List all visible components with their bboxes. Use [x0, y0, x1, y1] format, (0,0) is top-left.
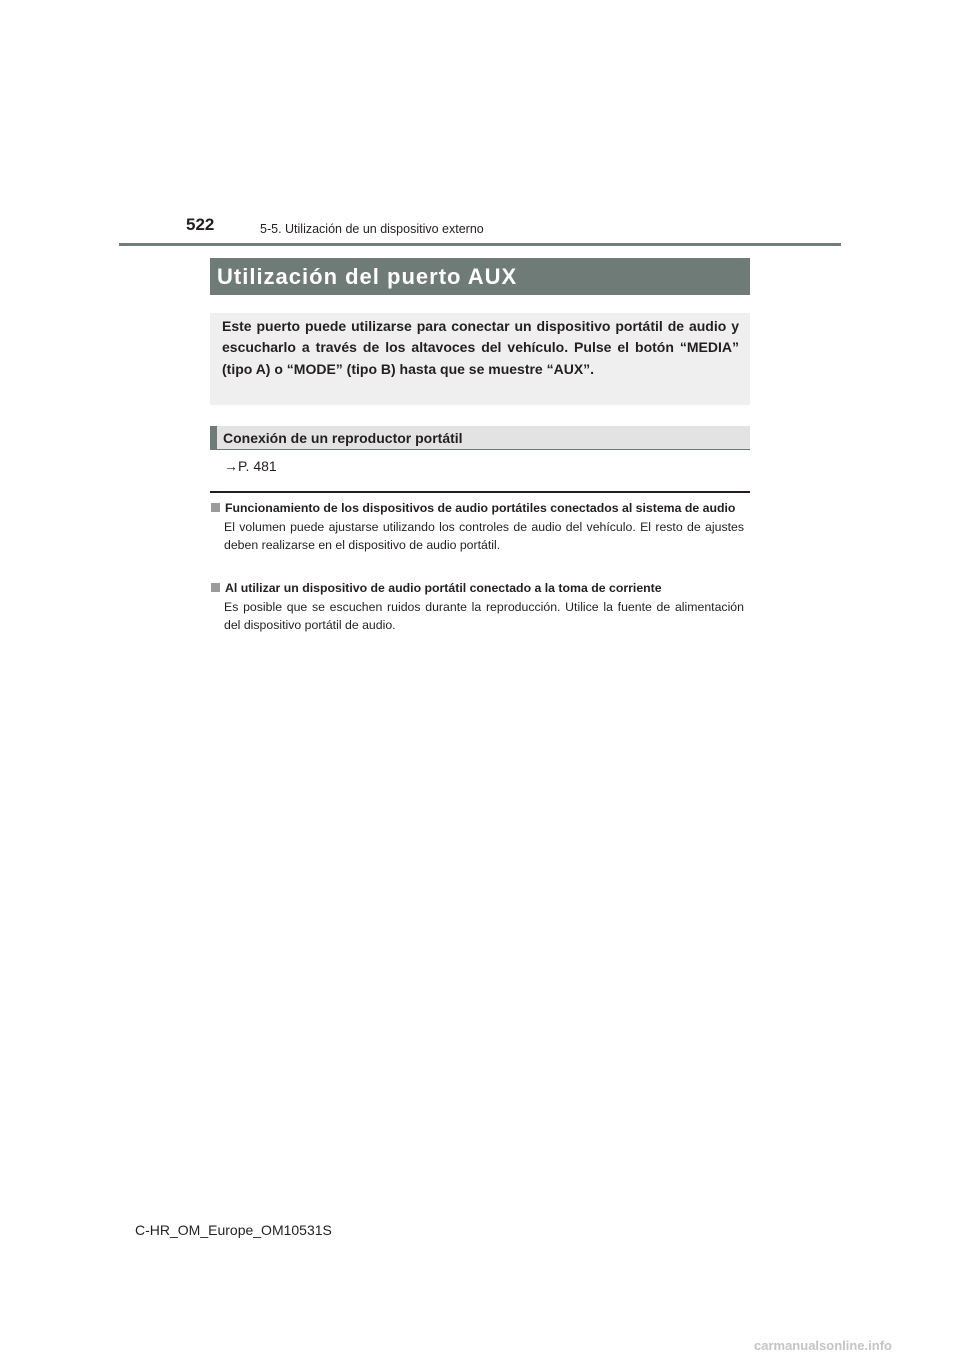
document-code: C-HR_OM_Europe_OM10531S — [135, 1222, 332, 1238]
intro-box — [210, 313, 750, 405]
notes-divider — [210, 491, 750, 493]
note-body: El volumen puede ajustarse utilizando los controles de audio del vehículo. El resto de ajustes deben realizarse en el dispositivo de audio portátil. — [224, 520, 744, 552]
page-title: Utilización del puerto AUX — [217, 263, 518, 289]
intro-text: Este puerto puede utilizarse para conectar un dispositivo portátil de audio y escucharlo a través de los altavoces del vehículo. Pulse el botón “MEDIA” (tipo A) o “MODE” (tipo B) hasta que se muestre “AUX”. — [222, 318, 739, 377]
watermark: carmanualsonline.info — [754, 1338, 892, 1353]
page-number: 522 — [186, 215, 215, 234]
note-item — [210, 499, 750, 554]
section-header — [210, 426, 750, 450]
section-title: Conexión de un reproductor portátil — [223, 429, 463, 446]
bullet-square-icon — [211, 503, 220, 512]
page-title-bar — [210, 258, 750, 295]
page-reference: →P. 481 — [224, 458, 277, 474]
note-body: Es posible que se escuchen ruidos durante la reproducción. Utilice la fuente de alimentación del dispositivo portátil de audio. — [224, 600, 744, 632]
header-divider — [119, 243, 841, 246]
note-title: Funcionamiento de los dispositivos de audio portátiles conectados al sistema de audio — [225, 501, 736, 515]
bullet-square-icon — [211, 583, 220, 592]
note-item — [210, 579, 750, 634]
note-title: Al utilizar un dispositivo de audio portátil conectado a la toma de corriente — [225, 581, 662, 595]
breadcrumb: 5-5. Utilización de un dispositivo externo — [260, 222, 484, 236]
